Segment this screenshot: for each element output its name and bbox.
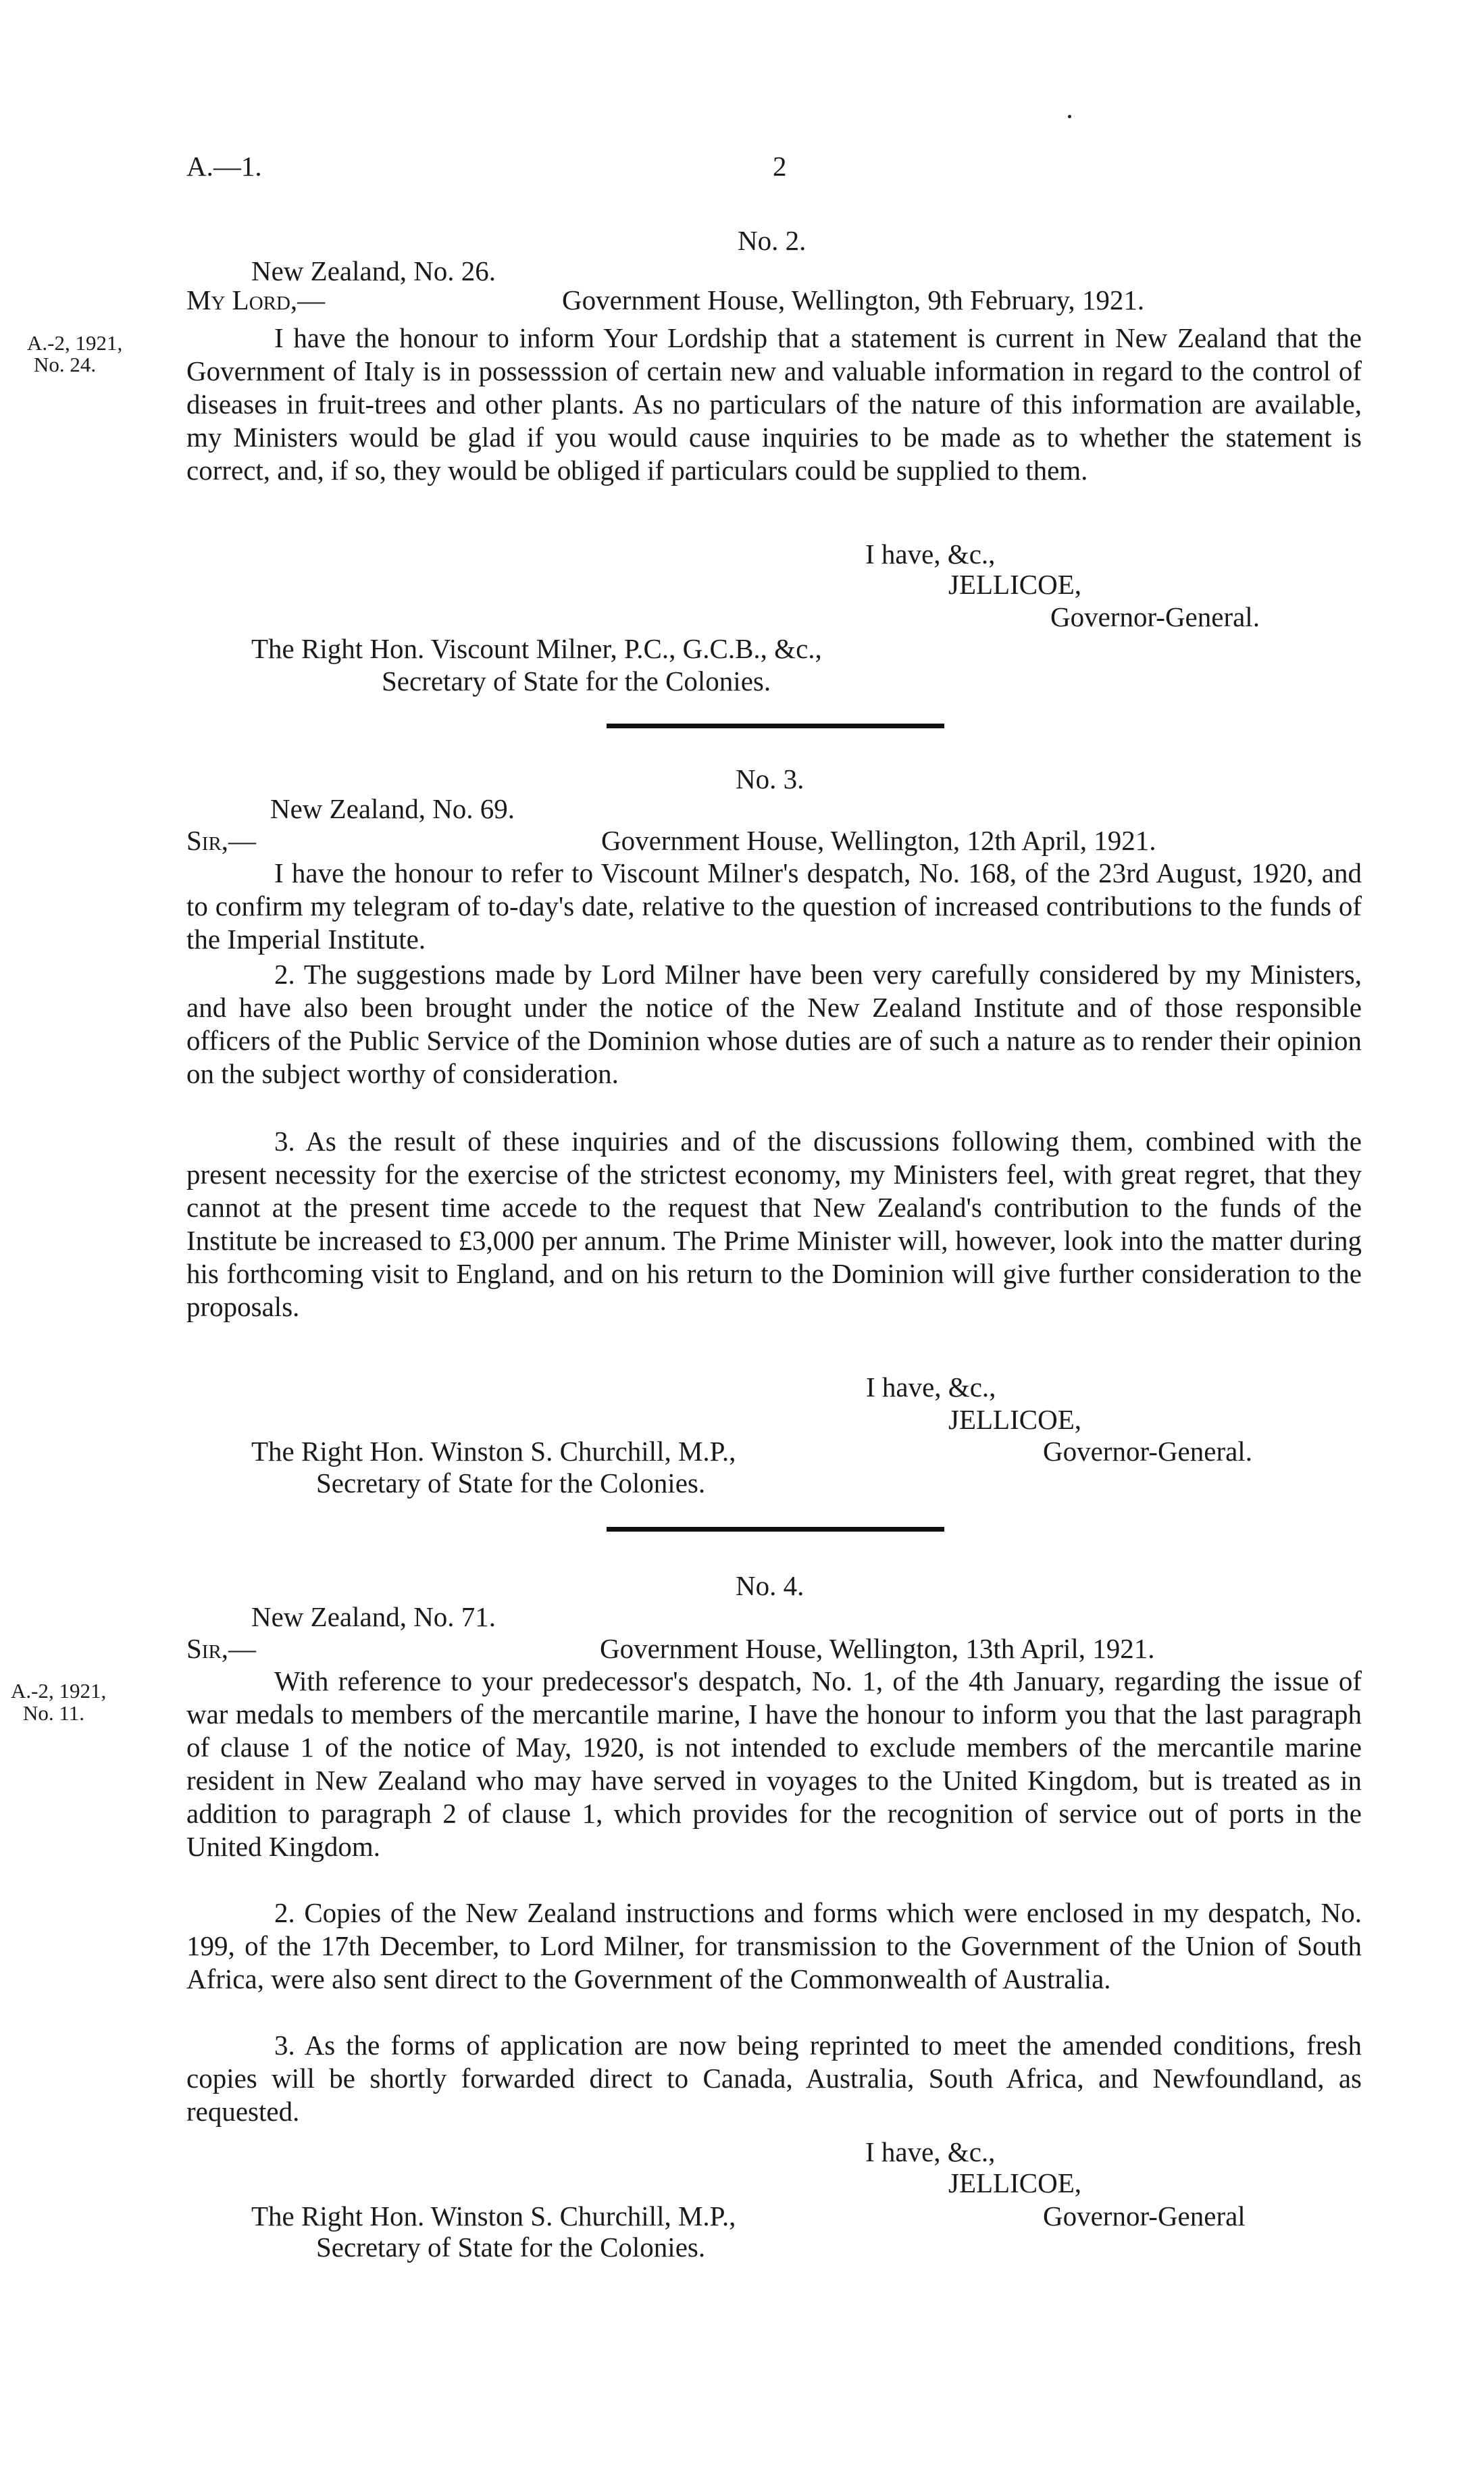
- letter-closing: I have, &c.,: [866, 1372, 996, 1403]
- letter-salutation: Sir,—: [186, 825, 257, 856]
- letter-place-date: Government House, Wellington, 9th February, 1921.: [562, 284, 1145, 316]
- margin-note-line: No. 24.: [34, 353, 97, 376]
- signature-title: Governor-General: [1043, 2200, 1246, 2232]
- signature-title: Governor-General.: [1050, 601, 1260, 632]
- letter-salutation: Sir,—: [186, 1633, 257, 1664]
- letter-number: No. 3.: [736, 763, 804, 795]
- letter-signature: JELLICOE,: [948, 2167, 1081, 2198]
- section-divider: [607, 724, 944, 728]
- addressee-name: The Right Hon. Winston S. Churchill, M.P.,: [251, 1436, 736, 1467]
- addressee-title: Secretary of State for the Colonies.: [382, 665, 771, 697]
- letter-place-date: Government House, Wellington, 13th April, 1921.: [600, 1633, 1155, 1664]
- header-reference: A.—1.: [186, 151, 262, 182]
- signature-title: Governor-General.: [1043, 1436, 1252, 1467]
- letter-paragraph: I have the honour to inform Your Lordship that a statement is current in New Zealand that the Government of Italy is in possesssion of certain new and valuable information in regard to the control of diseases in fruit-trees and other plants. As no particulars of the nature of this information are available, my Ministers would be glad if you would cause inquiries to be made as to whether the statement is correct, and, if so, they would be obliged if particulars could be supplied to them.: [186, 322, 1362, 486]
- addressee-name: The Right Hon. Viscount Milner, P.C., G.C.B., &c.,: [251, 633, 822, 664]
- letter-paragraph: 3. As the result of these inquiries and of the discussions following them, combined with the present necessity for the exercise of the strictest economy, my Ministers feel, with great regret, that they cannot at the present time accede to the request that New Zealand's contribution to the funds of the Institute be increased to £3,000 per annum. The Prime Minister will, however, look into the matter during his forthcoming visit to England, and on his return to the Dominion will give further consideration to the proposals.: [186, 1126, 1362, 1322]
- letter-number: No. 4.: [736, 1570, 804, 1601]
- section-divider: [607, 1527, 944, 1532]
- print-speck: [1068, 115, 1071, 118]
- letter-paragraph: With reference to your predecessor's despatch, No. 1, of the 4th January, regarding the issue of war medals to members of the mercantile marine, I have the honour to inform you that the last paragraph of clause 1 of the notice of May, 1920, is not intended to exclude members of the mercantile marine resident in New Zealand who may have served in voyages to the United Kingdom, but is treated as in addition to paragraph 2 of clause 1, which provides for the recognition of service out of ports in the United Kingdom.: [186, 1665, 1362, 1862]
- letter-paragraph: 2. Copies of the New Zealand instructions and forms which were enclosed in my despatch, No. 199, of the 17th December, to Lord Milner, for transmission to the Government of the Union of South Africa, were also sent direct to the Government of the Commonwealth of Australia.: [186, 1897, 1362, 1994]
- letter-place-date: Government House, Wellington, 12th April, 1921.: [601, 825, 1156, 856]
- letter-reference: New Zealand, No. 69.: [270, 793, 515, 824]
- letter-paragraph: I have the honour to refer to Viscount Milner's despatch, No. 168, of the 23rd August, 1920, and to confirm my telegram of to-day's date, relative to the question of increased contributions to the funds of the Imperial Institute.: [186, 857, 1362, 955]
- margin-note-line: A.-2, 1921,: [27, 331, 123, 355]
- addressee-title: Secretary of State for the Colonies.: [316, 1467, 706, 1499]
- margin-note-line: A.-2, 1921,: [11, 1679, 107, 1703]
- addressee-title: Secretary of State for the Colonies.: [316, 2232, 706, 2263]
- page-number: 2: [773, 151, 787, 182]
- letter-salutation: My Lord,—: [186, 284, 326, 316]
- letter-closing: I have, &c.,: [865, 2136, 996, 2167]
- letter-signature: JELLICOE,: [948, 569, 1081, 600]
- letter-closing: I have, &c.,: [865, 538, 996, 570]
- letter-paragraph: 2. The suggestions made by Lord Milner have been very carefully considered by my Ministers, and have also been brought under the notice of the New Zealand Institute and of those responsible officers of the Public Service of the Dominion whose duties are of such a nature as to render their opinion on the subject worthy of consideration.: [186, 959, 1362, 1089]
- letter-paragraph: 3. As the forms of application are now being reprinted to meet the amended conditions, fresh copies will be shortly forwarded direct to Canada, Australia, South Africa, and Newfoundland, as requested.: [186, 2030, 1362, 2127]
- letter-reference: New Zealand, No. 71.: [251, 1601, 496, 1632]
- letter-signature: JELLICOE,: [948, 1404, 1081, 1435]
- letter-reference: New Zealand, No. 26.: [251, 255, 496, 286]
- letter-number: No. 2.: [738, 225, 807, 256]
- addressee-name: The Right Hon. Winston S. Churchill, M.P.,: [251, 2200, 736, 2232]
- margin-note-line: No. 11.: [23, 1701, 84, 1725]
